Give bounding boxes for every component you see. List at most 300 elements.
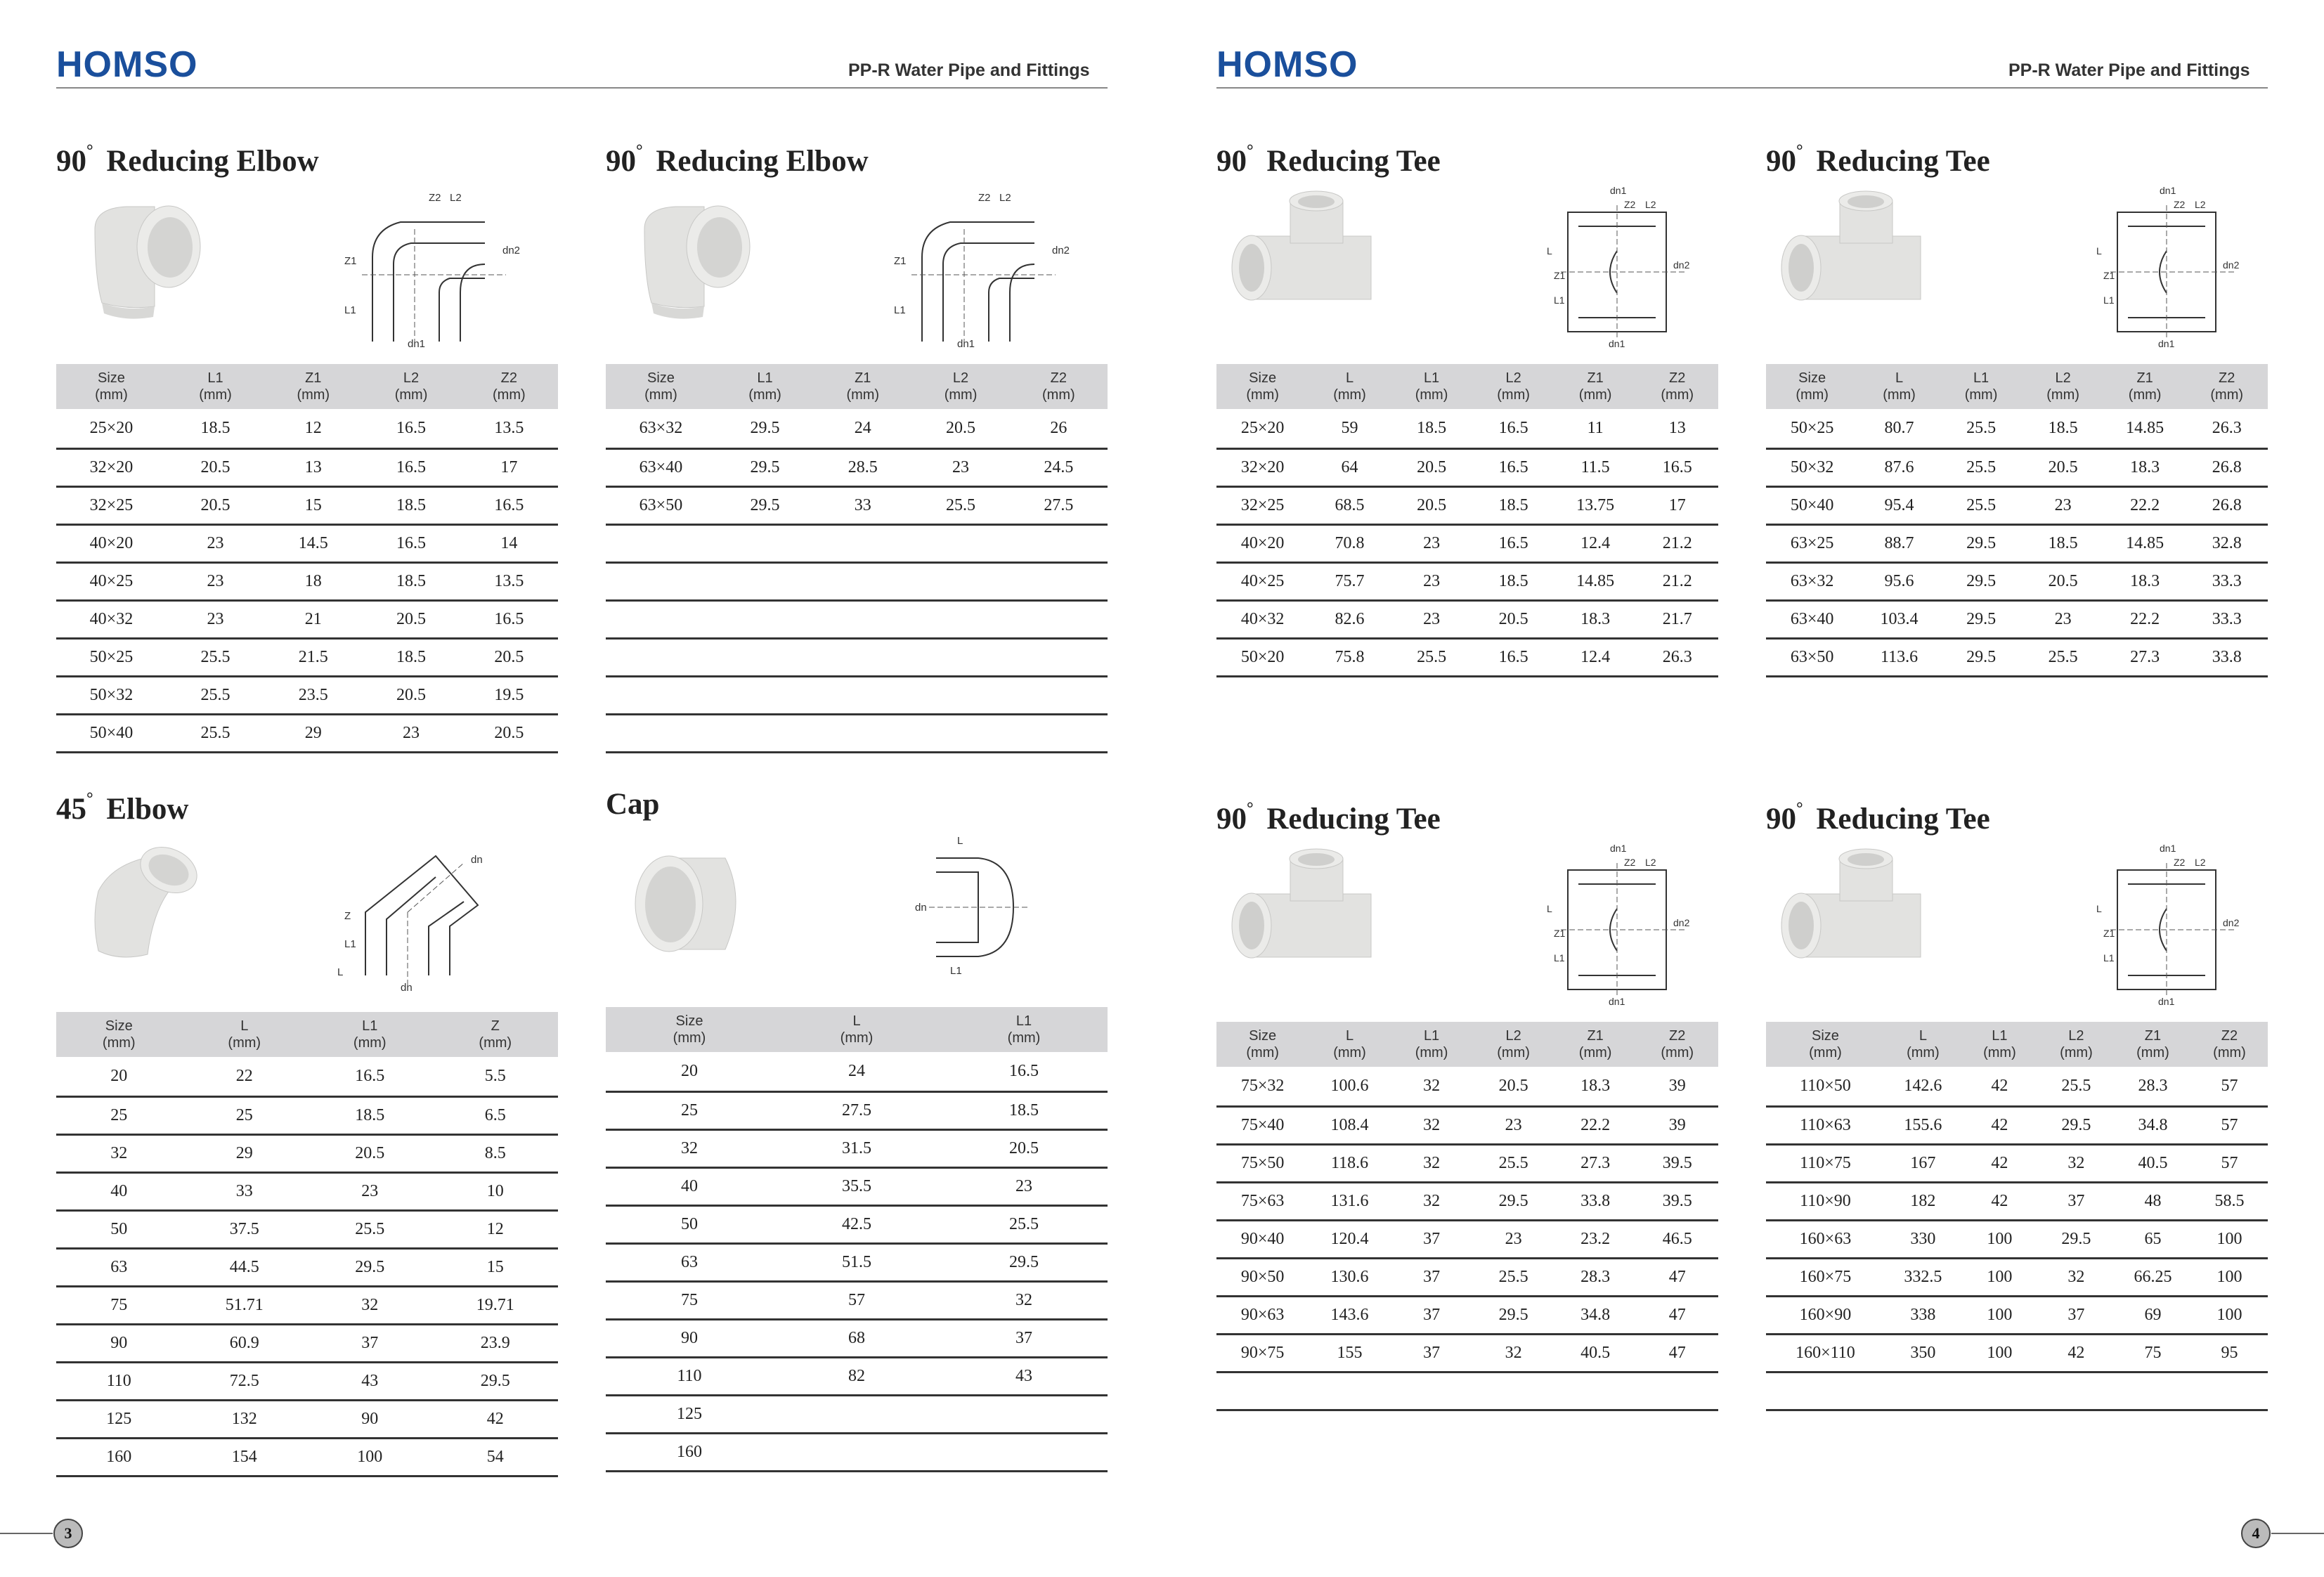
table-row	[56, 714, 558, 752]
table-cell: 20.5	[307, 1134, 433, 1172]
table-cell	[1010, 600, 1108, 638]
column-header-text: (mm)	[1983, 1045, 2016, 1060]
table-cell: 131.6	[1309, 1182, 1391, 1220]
diagram-label: Z1	[2103, 928, 2115, 939]
table-cell: 12	[264, 409, 362, 448]
table-cell: 18.5	[307, 1096, 433, 1134]
table-cell: 15	[264, 486, 362, 524]
table-cell: 57	[2191, 1067, 2268, 1106]
column-header-text: (mm)	[297, 387, 330, 403]
table-cell: 34.8	[2115, 1106, 2191, 1144]
brand-logo-right: HOMSO	[1216, 44, 1358, 85]
table-cell: 75	[606, 1281, 773, 1319]
section-title-text: °	[1796, 142, 1803, 160]
table-cell: 20.5	[1391, 486, 1473, 524]
column-header	[1961, 1022, 2038, 1067]
column-header-text: (mm)	[1042, 387, 1075, 403]
column-header-text: (mm)	[2210, 387, 2244, 403]
table-cell	[940, 1433, 1108, 1471]
table-cell: 32	[1391, 1106, 1473, 1144]
diagram-label: dn1	[2158, 996, 2175, 1007]
table-cell: 25.5	[940, 1205, 1108, 1243]
table-cell: 110×90	[1766, 1182, 1885, 1220]
table-cell: 13.5	[460, 562, 558, 600]
table-cell: 11.5	[1554, 448, 1637, 486]
table-cell: 103.4	[1858, 600, 1940, 638]
column-header-text: L	[1919, 1028, 1927, 1044]
column-header	[606, 1007, 773, 1052]
table-cell: 59	[1309, 409, 1391, 448]
diagram-label: dn2	[2223, 917, 2240, 928]
diagram-label: L	[2096, 245, 2102, 257]
column-header	[1216, 1022, 1309, 1067]
table-row	[1216, 1258, 1718, 1296]
table-cell: 25.5	[307, 1210, 433, 1248]
table-cell: 100.6	[1309, 1067, 1391, 1106]
table-cell: 63×50	[1766, 638, 1858, 676]
elbow-45-icon	[70, 835, 211, 975]
doc-title-right: PP-R Water Pipe and Fittings	[2008, 60, 2250, 80]
column-header-text: L1	[1423, 370, 1440, 386]
table-cell: 23.5	[264, 676, 362, 714]
column-header	[2104, 364, 2186, 409]
table-row	[606, 1052, 1108, 1091]
column-header-text: L1	[207, 370, 223, 386]
table-cell: 23	[2022, 486, 2104, 524]
table-cell: 110×50	[1766, 1067, 1885, 1106]
table-row	[56, 1134, 558, 1172]
table-row	[606, 1243, 1108, 1281]
table-row	[606, 1205, 1108, 1243]
table-row	[606, 409, 1108, 448]
column-header	[1766, 1022, 1885, 1067]
section-title-text: 90	[56, 145, 86, 178]
brand-logo-left: HOMSO	[56, 44, 198, 85]
column-header-text: L	[1895, 370, 1904, 386]
section-title-text: °	[1247, 142, 1254, 160]
section-title-text: Elbow	[106, 793, 189, 826]
table-cell: 25	[56, 1096, 182, 1134]
table-cell: 25.5	[2038, 1067, 2115, 1106]
table-cell: 125	[606, 1395, 773, 1433]
cap-diagram	[908, 830, 1091, 992]
table-cell: 29.5	[716, 486, 814, 524]
table-cell: 23	[167, 600, 264, 638]
table-row	[1766, 1334, 2268, 1372]
table-cell: 25.5	[1940, 486, 2023, 524]
table-cell: 20.5	[167, 486, 264, 524]
table-cell: 24.5	[1010, 448, 1108, 486]
table-cell: 13.5	[460, 409, 558, 448]
table-cell: 50	[56, 1210, 182, 1248]
column-header-text: (mm)	[1964, 387, 1998, 403]
column-header	[1391, 1022, 1473, 1067]
table-cell: 14	[460, 524, 558, 562]
table-cell	[1961, 1372, 2038, 1410]
table-cell: 25	[606, 1091, 773, 1129]
table-cell: 32	[1391, 1144, 1473, 1182]
elbow-90-diagram	[880, 187, 1091, 349]
table-cell: 20.5	[940, 1129, 1108, 1167]
table-cell: 90	[307, 1400, 433, 1438]
table-cell: 155	[1309, 1334, 1391, 1372]
table-cell: 50×32	[1766, 448, 1858, 486]
table-cell: 19.71	[433, 1286, 559, 1324]
column-header-text: Z2	[2221, 1028, 2238, 1044]
diagram-label: L2	[999, 192, 1011, 204]
table-row	[1766, 638, 2268, 676]
table-cell: 75.8	[1309, 638, 1391, 676]
diagram-label: L1	[2103, 294, 2115, 306]
table-cell: 64	[1309, 448, 1391, 486]
section-reducing-tee-1	[1216, 141, 1718, 677]
table-cell: 18.3	[2104, 562, 2186, 600]
column-header	[1636, 1022, 1718, 1067]
column-header-text: (mm)	[1578, 387, 1612, 403]
table-cell: 39	[1636, 1067, 1718, 1106]
diagram-label: L	[1547, 903, 1552, 914]
table-cell: 39.5	[1636, 1144, 1718, 1182]
section-reducing-elbow-2	[606, 141, 1108, 753]
table-cell: 18	[264, 562, 362, 600]
table-cell: 16.5	[460, 486, 558, 524]
table-cell: 27.5	[773, 1091, 940, 1129]
column-header-text: Z1	[1587, 370, 1604, 386]
diagram-label: dn1	[2160, 843, 2176, 854]
column-header-text: L1	[1992, 1028, 2008, 1044]
column-header-text: L2	[952, 370, 969, 386]
table-row	[1766, 1182, 2268, 1220]
spec-table	[1216, 1022, 1718, 1411]
column-header-text: (mm)	[1333, 387, 1366, 403]
table-cell	[716, 524, 814, 562]
table-cell: 330	[1885, 1220, 1961, 1258]
table-cell: 18.5	[2022, 524, 2104, 562]
section-title	[56, 788, 558, 831]
section-title-text: °	[1796, 800, 1803, 818]
table-cell: 42	[433, 1400, 559, 1438]
table-cell: 63×40	[606, 448, 716, 486]
table-row	[56, 524, 558, 562]
table-row	[1766, 1067, 2268, 1106]
table-cell: 14.85	[1554, 562, 1637, 600]
table-row	[606, 714, 1108, 752]
table-cell	[606, 638, 716, 676]
table-cell: 5.5	[433, 1057, 559, 1096]
section-title	[56, 141, 558, 183]
column-header	[1309, 364, 1391, 409]
table-cell: 108.4	[1309, 1106, 1391, 1144]
table-cell	[814, 638, 911, 676]
table-cell: 18.5	[2022, 409, 2104, 448]
table-cell: 46.5	[1636, 1220, 1718, 1258]
column-header-text: (mm)	[228, 1035, 261, 1051]
table-cell: 18.5	[1391, 409, 1473, 448]
table-row	[606, 638, 1108, 676]
section-reducing-tee-4	[1766, 798, 2268, 1411]
table-row	[606, 524, 1108, 562]
section-reducing-elbow-1	[56, 141, 558, 753]
column-header-text: L	[852, 1013, 861, 1029]
table-cell: 24	[773, 1052, 940, 1091]
table-cell: 32	[56, 1134, 182, 1172]
diagram-label: L1	[2103, 952, 2115, 963]
table-cell: 25×20	[1216, 409, 1309, 448]
table-cell: 95	[2191, 1334, 2268, 1372]
table-cell: 63×32	[1766, 562, 1858, 600]
elbow-45-diagram	[330, 835, 541, 997]
table-cell	[911, 600, 1009, 638]
table-cell: 26.8	[2186, 486, 2268, 524]
section-title-text: °	[86, 790, 93, 808]
table-cell: 40	[606, 1167, 773, 1205]
column-header	[167, 364, 264, 409]
table-cell: 16.5	[362, 524, 460, 562]
table-cell: 25.5	[1472, 1258, 1554, 1296]
column-header-text: Size	[105, 1018, 133, 1034]
column-header	[814, 364, 911, 409]
table-row	[1216, 600, 1718, 638]
diagram-label: dn1	[957, 338, 975, 349]
table-cell: 80.7	[1858, 409, 1940, 448]
column-header-text: (mm)	[199, 387, 232, 403]
table-row	[1216, 409, 1718, 448]
column-header	[2022, 364, 2104, 409]
table-cell	[606, 676, 716, 714]
table-cell: 100	[2191, 1258, 2268, 1296]
table-cell: 23	[1472, 1106, 1554, 1144]
section-title-text: Reducing Elbow	[106, 145, 319, 178]
table-cell	[940, 1395, 1108, 1433]
section-title-text: 90	[1216, 803, 1247, 836]
table-row	[606, 1129, 1108, 1167]
table-cell: 29.5	[940, 1243, 1108, 1281]
column-header-text: (mm)	[353, 1035, 387, 1051]
diagram-label: Z2	[2174, 199, 2186, 210]
table-cell: 95.6	[1858, 562, 1940, 600]
table-cell: 20	[606, 1052, 773, 1091]
table-cell	[1554, 1372, 1637, 1410]
table-cell: 32	[1472, 1334, 1554, 1372]
table-cell: 48	[2115, 1182, 2191, 1220]
table-cell: 63×25	[1766, 524, 1858, 562]
table-cell: 90×63	[1216, 1296, 1309, 1334]
table-cell	[2038, 1372, 2115, 1410]
table-row	[56, 1057, 558, 1096]
table-cell: 154	[182, 1438, 308, 1476]
elbow-90-icon	[620, 187, 760, 327]
table-cell: 160×90	[1766, 1296, 1885, 1334]
column-header-text: L	[1345, 1028, 1354, 1044]
tee-diagram	[1526, 842, 1708, 1011]
table-cell: 25.5	[1472, 1144, 1554, 1182]
table-cell: 25.5	[1940, 448, 2023, 486]
section-title-text: Reducing Tee	[1816, 803, 1990, 836]
section-title-text: 90	[1766, 145, 1796, 178]
table-cell: 29.5	[307, 1248, 433, 1286]
column-header-text: (mm)	[846, 387, 880, 403]
diagram-label: L	[337, 966, 344, 978]
section-title-text: Reducing Tee	[1266, 145, 1441, 178]
table-cell: 11	[1554, 409, 1637, 448]
table-cell	[2191, 1372, 2268, 1410]
column-header-text: (mm)	[1907, 1045, 1940, 1060]
diagram-label: Z1	[2103, 270, 2115, 281]
diagram-label: L1	[894, 304, 906, 316]
table-cell: 82.6	[1309, 600, 1391, 638]
diagram-label: Z2	[1624, 199, 1636, 210]
table-cell	[716, 562, 814, 600]
table-cell	[2115, 1372, 2191, 1410]
table-cell: 20.5	[167, 448, 264, 486]
table-cell: 50×25	[56, 638, 167, 676]
elbow-90-diagram	[330, 187, 541, 349]
table-cell: 42	[1961, 1106, 2038, 1144]
table-cell: 90×75	[1216, 1334, 1309, 1372]
spec-table	[1766, 364, 2268, 677]
column-header-text: (mm)	[95, 387, 128, 403]
table-cell: 19.5	[460, 676, 558, 714]
table-row	[56, 1096, 558, 1134]
column-header-text: Z	[491, 1018, 500, 1034]
table-row	[1766, 562, 2268, 600]
table-cell: 16.5	[362, 448, 460, 486]
table-row	[1766, 486, 2268, 524]
table-cell: 23	[2022, 600, 2104, 638]
section-reducing-tee-3	[1216, 798, 1718, 1411]
table-cell: 29.5	[2038, 1106, 2115, 1144]
column-header-text: (mm)	[1415, 1045, 1448, 1060]
table-cell: 23	[1391, 524, 1473, 562]
section-title-text: °	[86, 142, 93, 160]
column-header-text: Z2	[1669, 1028, 1686, 1044]
table-cell: 40.5	[2115, 1144, 2191, 1182]
column-header	[1309, 1022, 1391, 1067]
table-cell: 40	[56, 1172, 182, 1210]
table-cell	[1010, 714, 1108, 752]
table-row	[1216, 1067, 1718, 1106]
column-header	[307, 1012, 433, 1057]
table-cell: 160×75	[1766, 1258, 1885, 1296]
column-header-text: (mm)	[1415, 387, 1448, 403]
spec-table	[56, 1012, 558, 1477]
section-title	[1766, 798, 2268, 841]
column-header	[460, 364, 558, 409]
table-cell: 29.5	[1940, 600, 2023, 638]
column-header-text: (mm)	[1497, 387, 1530, 403]
column-header	[433, 1012, 559, 1057]
table-cell	[814, 562, 911, 600]
diagram-label: L1	[950, 965, 962, 977]
table-cell: 100	[2191, 1296, 2268, 1334]
table-cell: 17	[460, 448, 558, 486]
table-row	[606, 1319, 1108, 1357]
tee-diagram	[2075, 842, 2258, 1011]
table-cell: 182	[1885, 1182, 1961, 1220]
section-title	[1766, 141, 2268, 183]
table-cell: 90	[56, 1324, 182, 1362]
table-cell	[1472, 1372, 1554, 1410]
table-row	[1766, 409, 2268, 448]
table-cell: 75	[56, 1286, 182, 1324]
table-cell	[773, 1395, 940, 1433]
table-cell: 100	[1961, 1334, 2038, 1372]
table-cell: 35.5	[773, 1167, 940, 1205]
table-cell: 25	[182, 1096, 308, 1134]
column-header-text: (mm)	[1333, 1045, 1366, 1060]
table-row	[56, 600, 558, 638]
column-header	[1472, 1022, 1554, 1067]
table-cell: 160×63	[1766, 1220, 1885, 1258]
table-cell: 100	[2191, 1220, 2268, 1258]
table-cell: 110×63	[1766, 1106, 1885, 1144]
table-cell: 87.6	[1858, 448, 1940, 486]
table-cell	[1010, 524, 1108, 562]
table-cell: 15	[433, 1248, 559, 1286]
table-row	[1216, 524, 1718, 562]
column-header-text: (mm)	[944, 387, 978, 403]
table-cell: 57	[2191, 1106, 2268, 1144]
table-cell	[606, 714, 716, 752]
table-cell	[773, 1433, 940, 1471]
table-cell: 23.9	[433, 1324, 559, 1362]
column-header	[1636, 364, 1718, 409]
column-header-text: (mm)	[102, 1035, 136, 1051]
table-row	[56, 1172, 558, 1210]
section-elbow-45	[56, 788, 558, 1477]
table-cell: 26	[1010, 409, 1108, 448]
spec-table	[606, 1007, 1108, 1472]
table-cell: 16.5	[1472, 448, 1554, 486]
table-cell: 37	[307, 1324, 433, 1362]
table-row	[1216, 1144, 1718, 1182]
diagram-label: L2	[450, 192, 462, 204]
table-row	[56, 676, 558, 714]
column-header-text: L2	[1505, 370, 1521, 386]
column-header-text: Z1	[305, 370, 322, 386]
section-title-text: 90	[1766, 803, 1796, 836]
table-cell: 26.8	[2186, 448, 2268, 486]
table-row	[1766, 1296, 2268, 1334]
table-cell: 75×32	[1216, 1067, 1309, 1106]
diagram-label: dn	[915, 902, 927, 914]
column-header-text: Z1	[2136, 370, 2153, 386]
table-cell: 40.5	[1554, 1334, 1637, 1372]
column-header-text: (mm)	[1578, 1045, 1612, 1060]
column-header-text: Size	[675, 1013, 703, 1029]
table-cell: 23	[911, 448, 1009, 486]
column-header	[2038, 1022, 2115, 1067]
column-header-text: L1	[362, 1018, 378, 1034]
table-cell: 13.75	[1554, 486, 1637, 524]
table-row	[1766, 524, 2268, 562]
table-cell: 18.5	[167, 409, 264, 448]
column-header	[1885, 1022, 1961, 1067]
table-cell: 75×40	[1216, 1106, 1309, 1144]
column-header-text: (mm)	[2128, 387, 2162, 403]
section-title-text: Reducing Tee	[1266, 803, 1441, 836]
table-row	[606, 1357, 1108, 1395]
table-row	[56, 1324, 558, 1362]
column-header-text: Z1	[2144, 1028, 2162, 1044]
table-cell: 23	[1472, 1220, 1554, 1258]
table-cell: 6.5	[433, 1096, 559, 1134]
table-cell: 37	[1391, 1220, 1473, 1258]
column-header-text: (mm)	[673, 1030, 706, 1046]
column-header	[2186, 364, 2268, 409]
table-cell: 125	[56, 1400, 182, 1438]
column-header-text: (mm)	[840, 1030, 874, 1046]
